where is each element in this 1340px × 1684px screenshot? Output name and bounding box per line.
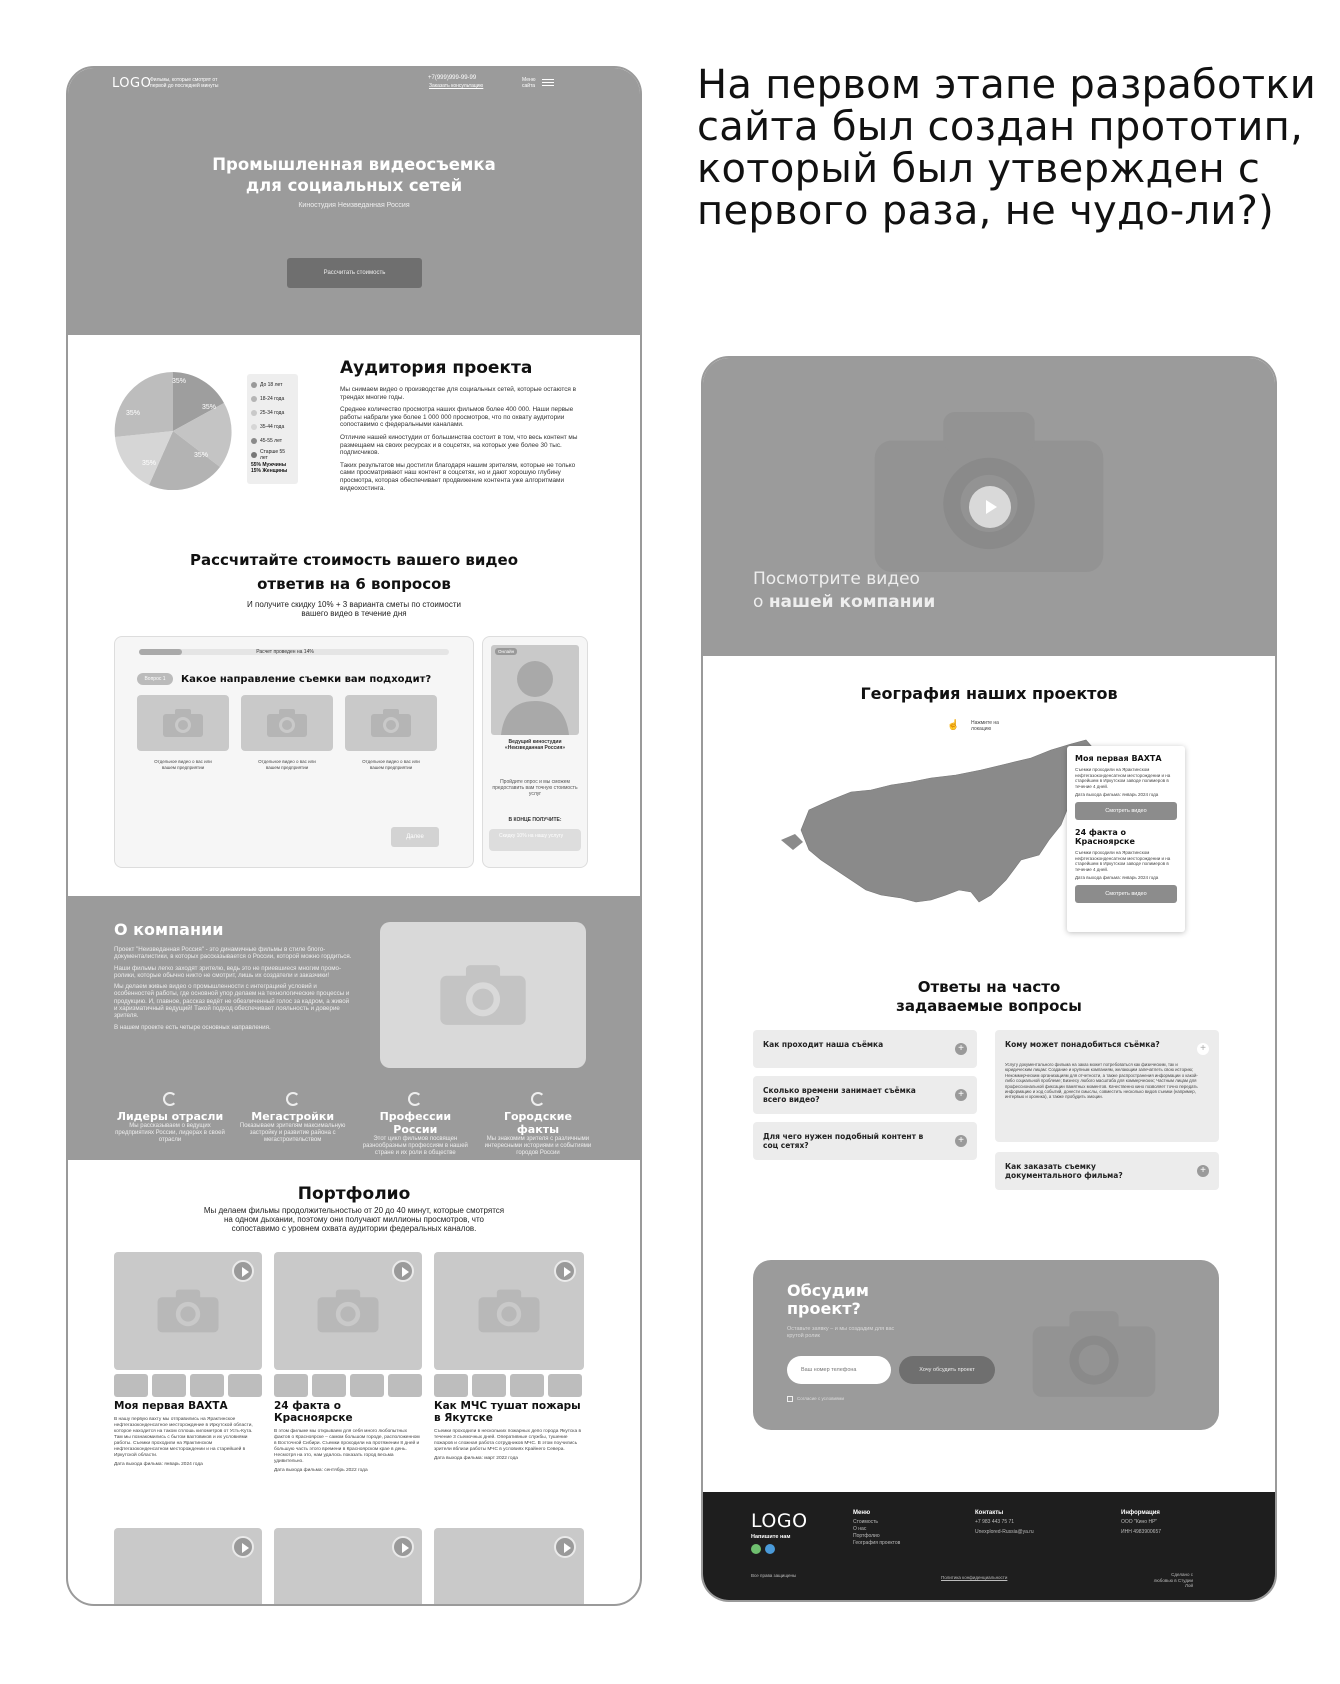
quiz-subtitle-line1: И получите скидку 10% + 3 варианта сметы по стоимости: [247, 600, 461, 609]
video-thumbnail[interactable]: [274, 1528, 422, 1606]
quiz-option-3[interactable]: [345, 695, 437, 751]
faq-question: Сколько времени занимает съёмка всего видео?: [763, 1086, 916, 1104]
footer-menu-link[interactable]: Портфолио: [853, 1533, 880, 1539]
play-icon[interactable]: [232, 1260, 254, 1282]
geo-hint: Нажмите на локацию: [971, 720, 999, 732]
telegram-icon[interactable]: [765, 1544, 775, 1554]
footer-contacts-heading: Контакты: [975, 1510, 1004, 1516]
write-us-label: Напишите нам: [751, 1534, 791, 1540]
legend-item: 45-55 лет: [260, 438, 282, 444]
gallery-thumb[interactable]: [152, 1374, 186, 1397]
video-thumbnail[interactable]: [114, 1528, 262, 1606]
video-section[interactable]: [703, 358, 1275, 656]
video-thumbnail[interactable]: [434, 1528, 584, 1606]
calculate-cost-button[interactable]: Рассчитать стоимость: [287, 258, 422, 288]
geo-popup: [1067, 746, 1185, 932]
gallery-thumb[interactable]: [114, 1374, 148, 1397]
play-icon[interactable]: [392, 1260, 414, 1282]
consent-checkbox[interactable]: [787, 1396, 793, 1402]
faq-title-line1: Ответы на часто: [917, 978, 1061, 996]
hero-title-line2: для социальных сетей: [245, 176, 463, 195]
quiz-host-card: [482, 636, 588, 868]
plus-icon[interactable]: +: [955, 1135, 967, 1147]
plus-icon[interactable]: +: [1197, 1165, 1209, 1177]
faq-question: Как заказать съемку документального фильма?: [1005, 1162, 1123, 1180]
legend-item: До 18 лет: [260, 382, 283, 388]
direction-title: Лидеры отрасли: [116, 1110, 224, 1123]
consult-link[interactable]: Заказать консультацию: [429, 83, 484, 89]
caption-text: На первом этапе разработки сайта был создан прототип, который был утвержден с первого раза, не чудо-ли?): [697, 62, 1317, 234]
legend-item: 35-44 года: [260, 424, 285, 430]
about-image-placeholder: [380, 922, 586, 1068]
portfolio-item-date: Дата выхода фильма: январь 2024 года: [114, 1462, 203, 1467]
direction-card: [482, 1092, 594, 1157]
hamburger-icon[interactable]: [542, 79, 554, 86]
direction-icon: [286, 1092, 300, 1106]
end-title: В КОНЦЕ ПОЛУЧИТЕ:: [508, 817, 562, 823]
geo-card-text: Съемки проходили на Ярактинском нефтегазоконденсатном месторождении и на старейшем в Иркутском заводе полимеров в течение 4 дней.: [1075, 850, 1171, 872]
gallery-thumb[interactable]: [350, 1374, 384, 1397]
end-item: Скидку 10% на нашу услугу: [489, 829, 581, 851]
footer-menu-link[interactable]: Стоимость: [853, 1519, 879, 1525]
direction-text: Этот цикл фильмов посвящен разнообразным профессиям в нашей стране и их роли в обществе: [362, 1136, 468, 1156]
pie-label: 35%: [202, 404, 217, 411]
legend-item: 18-24 года: [260, 396, 285, 402]
quiz-title-line1: Рассчитайте стоимость вашего видео: [189, 551, 519, 569]
portfolio-subtitle-line: сопоставимо с уровнем охвата аудитории федеральных каналов.: [231, 1224, 477, 1233]
portfolio-card[interactable]: [274, 1252, 422, 1474]
direction-icon: [163, 1092, 177, 1106]
video-caption-bold: нашей компании: [768, 592, 936, 612]
footer-email[interactable]: Unexplored-Russia@ya.ru: [975, 1529, 1034, 1535]
plus-icon[interactable]: +: [1197, 1043, 1209, 1055]
quiz-subtitle-line2: вашего видео в течение дня: [301, 609, 407, 618]
direction-text: Мы рассказываем о ведущих предприятиях России, лидерах в своей отрасли: [115, 1123, 225, 1143]
host-photo: [491, 645, 579, 735]
map-pin-icon[interactable]: [1003, 898, 1013, 910]
prototype-landing-left: [66, 66, 642, 1606]
gallery-thumb[interactable]: [274, 1374, 308, 1397]
direction-card: [237, 1092, 349, 1157]
direction-card: [114, 1092, 226, 1157]
phone-input[interactable]: [787, 1356, 891, 1384]
footer-phone[interactable]: +7 983 443 75 71: [975, 1519, 1015, 1525]
quiz-question: Какое направление съемки вам подходит?: [181, 674, 432, 685]
camera-icon: [156, 1288, 220, 1334]
plus-icon[interactable]: +: [955, 1043, 967, 1055]
about-paragraph: В нашем проекте есть четыре основных направления.: [114, 1023, 271, 1031]
pie-label: 35%: [172, 378, 187, 385]
person-silhouette-icon: [491, 645, 579, 735]
map-pin-icon[interactable]: [1055, 850, 1065, 862]
header-logo[interactable]: LOGO: [112, 76, 152, 91]
quiz-progress-text: Расчет проведен на 14%: [256, 649, 314, 655]
quiz-option-1[interactable]: [137, 695, 229, 751]
direction-text: Мы знакомим зрителя с различными интересными историями и событиями городов России: [484, 1136, 592, 1156]
discuss-project-button[interactable]: Хочу обсудить проект: [899, 1356, 995, 1384]
geo-card-date: Дата выхода фильма: январь 2024 года: [1075, 875, 1159, 880]
portfolio-title: Портфолио: [297, 1184, 411, 1204]
about-title: О компании: [114, 920, 224, 939]
direction-title: Профессии России: [379, 1110, 452, 1136]
footer-menu-link[interactable]: О нас: [853, 1526, 867, 1532]
pie-legend: [247, 374, 298, 484]
gallery-thumb[interactable]: [190, 1374, 224, 1397]
audience-paragraph: Таких результатов мы достигли благодаря нашим зрителям, которые не только сами просматривают наш контент в соцсетях, но и дают хорошую глубину просмотра, которая обеспечивает продвижение контента уже алгоритмами видеохостинга.: [340, 461, 576, 492]
quiz-next-button[interactable]: Далее: [391, 827, 439, 847]
map-pin-icon[interactable]: [963, 912, 973, 924]
geo-title: География наших проектов: [860, 684, 1118, 703]
faq-item[interactable]: [753, 1076, 977, 1114]
about-paragraph: Наши фильмы легко заходят зрителю, ведь это не приевшиеся многим промо-ролики, которые обычно никто не смотрит, лишь их создатели и заказчики!: [114, 964, 342, 979]
portfolio-card[interactable]: [114, 1252, 262, 1468]
quiz-option-2[interactable]: [241, 695, 333, 751]
gallery-thumb[interactable]: [312, 1374, 346, 1397]
play-icon[interactable]: [554, 1260, 576, 1282]
quiz-option-label: Отдельное видео о вас или вашем предприятии: [362, 759, 420, 770]
gallery-thumb[interactable]: [228, 1374, 262, 1397]
audience-title: Аудитория проекта: [340, 358, 533, 378]
pie-label: 35%: [194, 452, 209, 459]
footer-info-heading: Информация: [1121, 1510, 1160, 1516]
contact-title-line2: проект?: [787, 1299, 861, 1318]
audience-paragraph: Среднее количество просмотра наших фильмов более 400 000. Наши первые работы набрали уже более 1 000 000 просмотров, что по охвату аудитории сопоставимо с федеральными каналами.: [340, 406, 574, 429]
play-icon[interactable]: [554, 1536, 576, 1558]
camera-icon: [438, 963, 528, 1027]
gallery-thumb[interactable]: [472, 1374, 506, 1397]
gallery-thumb[interactable]: [510, 1374, 544, 1397]
portfolio-item-text: В нашу первую вахту мы отправились на Ярактинское нефтегазоконденсатное месторождение в Иркутской области, которое находится на таком сплошь километров от Усть-Кута. Там мы познакомились с бытом вахтовиков и их условиями работы. Съемки проходили на Ярактинском нефтегазоконденсатном месторождении и на старейшей в Иркутской области.: [114, 1417, 253, 1458]
watch-video-button[interactable]: Смотреть видео: [1075, 802, 1177, 820]
faq-item[interactable]: [753, 1122, 977, 1160]
pointer-hand-icon: ☝: [947, 720, 960, 731]
camera-icon: [477, 1288, 541, 1334]
faq-item[interactable]: [995, 1152, 1219, 1190]
direction-icon: [408, 1092, 422, 1106]
pie-label: 35%: [126, 410, 141, 417]
geo-card-date: Дата выхода фильма: январь 2024 года: [1075, 792, 1159, 797]
legend-item: 15% Женщины: [251, 468, 288, 474]
play-icon[interactable]: [392, 1536, 414, 1558]
geo-card-title: 24 факта о Красноярске: [1075, 828, 1135, 846]
play-button[interactable]: [969, 486, 1011, 528]
faq-question: Кому может понадобиться съёмка?: [1005, 1040, 1160, 1049]
contact-subtitle: Оставьте заявку – и мы создадим для вас крутой ролик: [787, 1326, 895, 1339]
hero-section: [68, 68, 640, 335]
camera-icon: [316, 1288, 380, 1334]
geo-card-title: Моя первая ВАХТА: [1075, 754, 1162, 763]
direction-text: Показываем зрителям максимальную застройку и развитие района с мегастроительством: [239, 1123, 346, 1143]
audience-pie-chart: [114, 372, 232, 495]
faq-item[interactable]: [753, 1030, 977, 1068]
camera-icon: [1029, 1308, 1159, 1400]
legend-item: 25-34 года: [260, 410, 285, 416]
pie-label: 35%: [142, 460, 157, 467]
audience-paragraph: Мы снимаем видео о производстве для социальных сетей, которые остаются в трендах многие годы.: [340, 386, 577, 401]
video-thumbnail[interactable]: [434, 1252, 584, 1370]
footer: [703, 1492, 1275, 1600]
video-thumbnail[interactable]: [274, 1252, 422, 1370]
step-badge: Вопрос 1: [137, 673, 173, 685]
header-tagline: Фильмы, которые смотрят от первой до последней минуты: [150, 77, 219, 89]
header-phone[interactable]: +7(999)999-99-99: [428, 75, 477, 81]
hero-subtitle: Киностудия Неизведанная Россия: [298, 202, 410, 209]
footer-menu-link[interactable]: География проектов: [853, 1540, 901, 1546]
direction-title: Мегастройки: [251, 1110, 335, 1123]
gallery-thumb[interactable]: [388, 1374, 422, 1397]
host-text: Пройдите опрос и мы сможем предоставить вам точную стоимость услуг: [492, 779, 578, 797]
portfolio-item-text: В этом фильме мы открываем для себя много любопытных фактов о Красноярске – самом большом городе, расположенном в Восточной Сибири. Съемки проходили на протяжении 8 дней и большую часть этого времени в Красноярском крае в день. Несмотря на это, нам удалось показать город весьма удивительно.: [274, 1429, 420, 1464]
footer-inn: ИНН 4983900657: [1121, 1529, 1162, 1535]
consent-label: Согласие с условиями: [797, 1396, 845, 1401]
direction-icon: [531, 1092, 545, 1106]
plus-icon[interactable]: +: [955, 1089, 967, 1101]
portfolio-item-date: Дата выхода фильма: март 2022 года: [434, 1456, 518, 1461]
watch-video-button[interactable]: Смотреть видео: [1075, 885, 1177, 903]
faq-question: Для чего нужен подобный контент в соц сетях?: [763, 1132, 924, 1150]
gallery-thumb[interactable]: [434, 1374, 468, 1397]
portfolio-subtitle-line: на одном дыхании, поэтому они получают миллионы просмотров, что: [224, 1215, 484, 1224]
about-paragraph: Мы делаем живые видео о промышленности с интеграцией условий и особенностей работы, где основной упор делаем на технологические процессы и продукцию. И, главное, рассказ ведёт не обезличенный голос за кадром, а живой и харизматичный ведущий! Такой подход обеспечивает лояльность и доверие зрителя.: [114, 983, 350, 1020]
quiz-title-line2: ответив на 6 вопросов: [257, 575, 451, 593]
gallery-thumb[interactable]: [548, 1374, 582, 1397]
made-by[interactable]: Сделано с любовью в Студии Лой: [1153, 1572, 1193, 1588]
host-caption: Ведущий киностудии «Неизведанная Россия»: [504, 739, 566, 751]
portfolio-card[interactable]: [434, 1252, 584, 1462]
portfolio-item-title: Моя первая ВАХТА: [114, 1400, 228, 1412]
map-pin-icon[interactable]: [987, 902, 997, 914]
camera-icon: [162, 708, 204, 738]
geo-card-text: Съемки проходили на Ярактинском нефтегазоконденсатном месторождении и на старейшем в Иркутском заводе полимеров в течение 4 дней.: [1075, 767, 1171, 789]
whatsapp-icon[interactable]: [751, 1544, 761, 1554]
footer-logo[interactable]: LOGO: [751, 1510, 808, 1532]
faq-item-expanded[interactable]: [995, 1030, 1219, 1142]
hero-title-line1: Промышленная видеосъемка: [212, 155, 496, 174]
portfolio-item-text: Съемки проходили в нескольких пожарных депо города Якутска в течение 3 съемочных дней. Оперативные службы, тушение пожаров и сложная работа сотрудников МЧС. В этом поучились зрители вблизи работы МЧС в условиях Крайнего Севера.: [434, 1429, 582, 1452]
about-paragraph: Проект "Неизведанная Россия" - это динамичные фильмы в стиле блого-документалистики, в которых рассказывается о России, которой можно гордиться.: [114, 946, 352, 961]
audience-paragraph: Отличие нашей киностудии от большинства состоит в том, что весь контент мы размещаем на своих ресурсах и в соцсетях, на которых уже более 30 тыс. подписчиков.: [340, 433, 578, 457]
contact-title-line1: Обсудим: [787, 1281, 869, 1300]
video-caption-prefix: о: [753, 592, 769, 612]
portfolio-subtitle-line: Мы делаем фильмы продолжительностью от 20 до 40 минут, которые смотрятся: [203, 1206, 505, 1215]
camera-icon: [266, 708, 308, 738]
video-caption-line1: Посмотрите видео: [753, 569, 920, 589]
online-badge: Онлайн: [495, 648, 517, 655]
portfolio-item-date: Дата выхода фильма: сентябрь 2022 года: [274, 1468, 368, 1473]
faq-question: Как проходит наша съёмка: [763, 1040, 884, 1049]
footer-menu-heading: Меню: [853, 1510, 871, 1516]
privacy-policy-link[interactable]: Политика конфиденциальности: [941, 1575, 1008, 1580]
legend-item: Старше 55 лет: [259, 449, 286, 461]
contact-section: [753, 1260, 1219, 1430]
legend-item: 55% Мужчины: [251, 462, 287, 468]
faq-answer: Услугу документального фильма на заказ может потребоваться как физическим, так и юридическим лицам: Создание и крупным компаниям, желающим запечатлеть свою историю; Некоммерческим организациям для отчетности, а также распространения информации о какой-либо социальной проблеме; Бизнесу любого масштаба для коммерческих; Частным лицам для профессиональной фиксации памятных моментов. Качественно кино позволяет точно передать информацию и ход событий, донести смыслы, совместить несколько видов съемки (например, интервью и хроника), а также пробудить эмоции.: [1005, 1062, 1198, 1100]
quiz-option-label: Отдельное видео о вас или вашем предприятии: [258, 759, 316, 770]
menu-label[interactable]: Меню сайта: [522, 77, 536, 89]
portfolio-item-title: 24 факта о Красноярске: [274, 1400, 353, 1424]
direction-title: Городские факты: [503, 1110, 572, 1136]
portfolio-item-title: Как МЧС тушат пожары в Якутске: [434, 1400, 581, 1424]
prototype-landing-right: [701, 356, 1277, 1602]
quiz-card: [114, 636, 474, 868]
footer-rights: Все права защищены: [751, 1573, 797, 1578]
faq-title-line2: задаваемые вопросы: [896, 997, 1082, 1015]
direction-card: [359, 1092, 471, 1157]
play-icon[interactable]: [232, 1536, 254, 1558]
footer-company: ООО "Кино НР": [1121, 1519, 1158, 1525]
about-section: [68, 896, 640, 1160]
camera-icon: [370, 708, 412, 738]
video-thumbnail[interactable]: [114, 1252, 262, 1370]
quiz-option-label: Отдельное видео о вас или вашем предприятии: [154, 759, 212, 770]
